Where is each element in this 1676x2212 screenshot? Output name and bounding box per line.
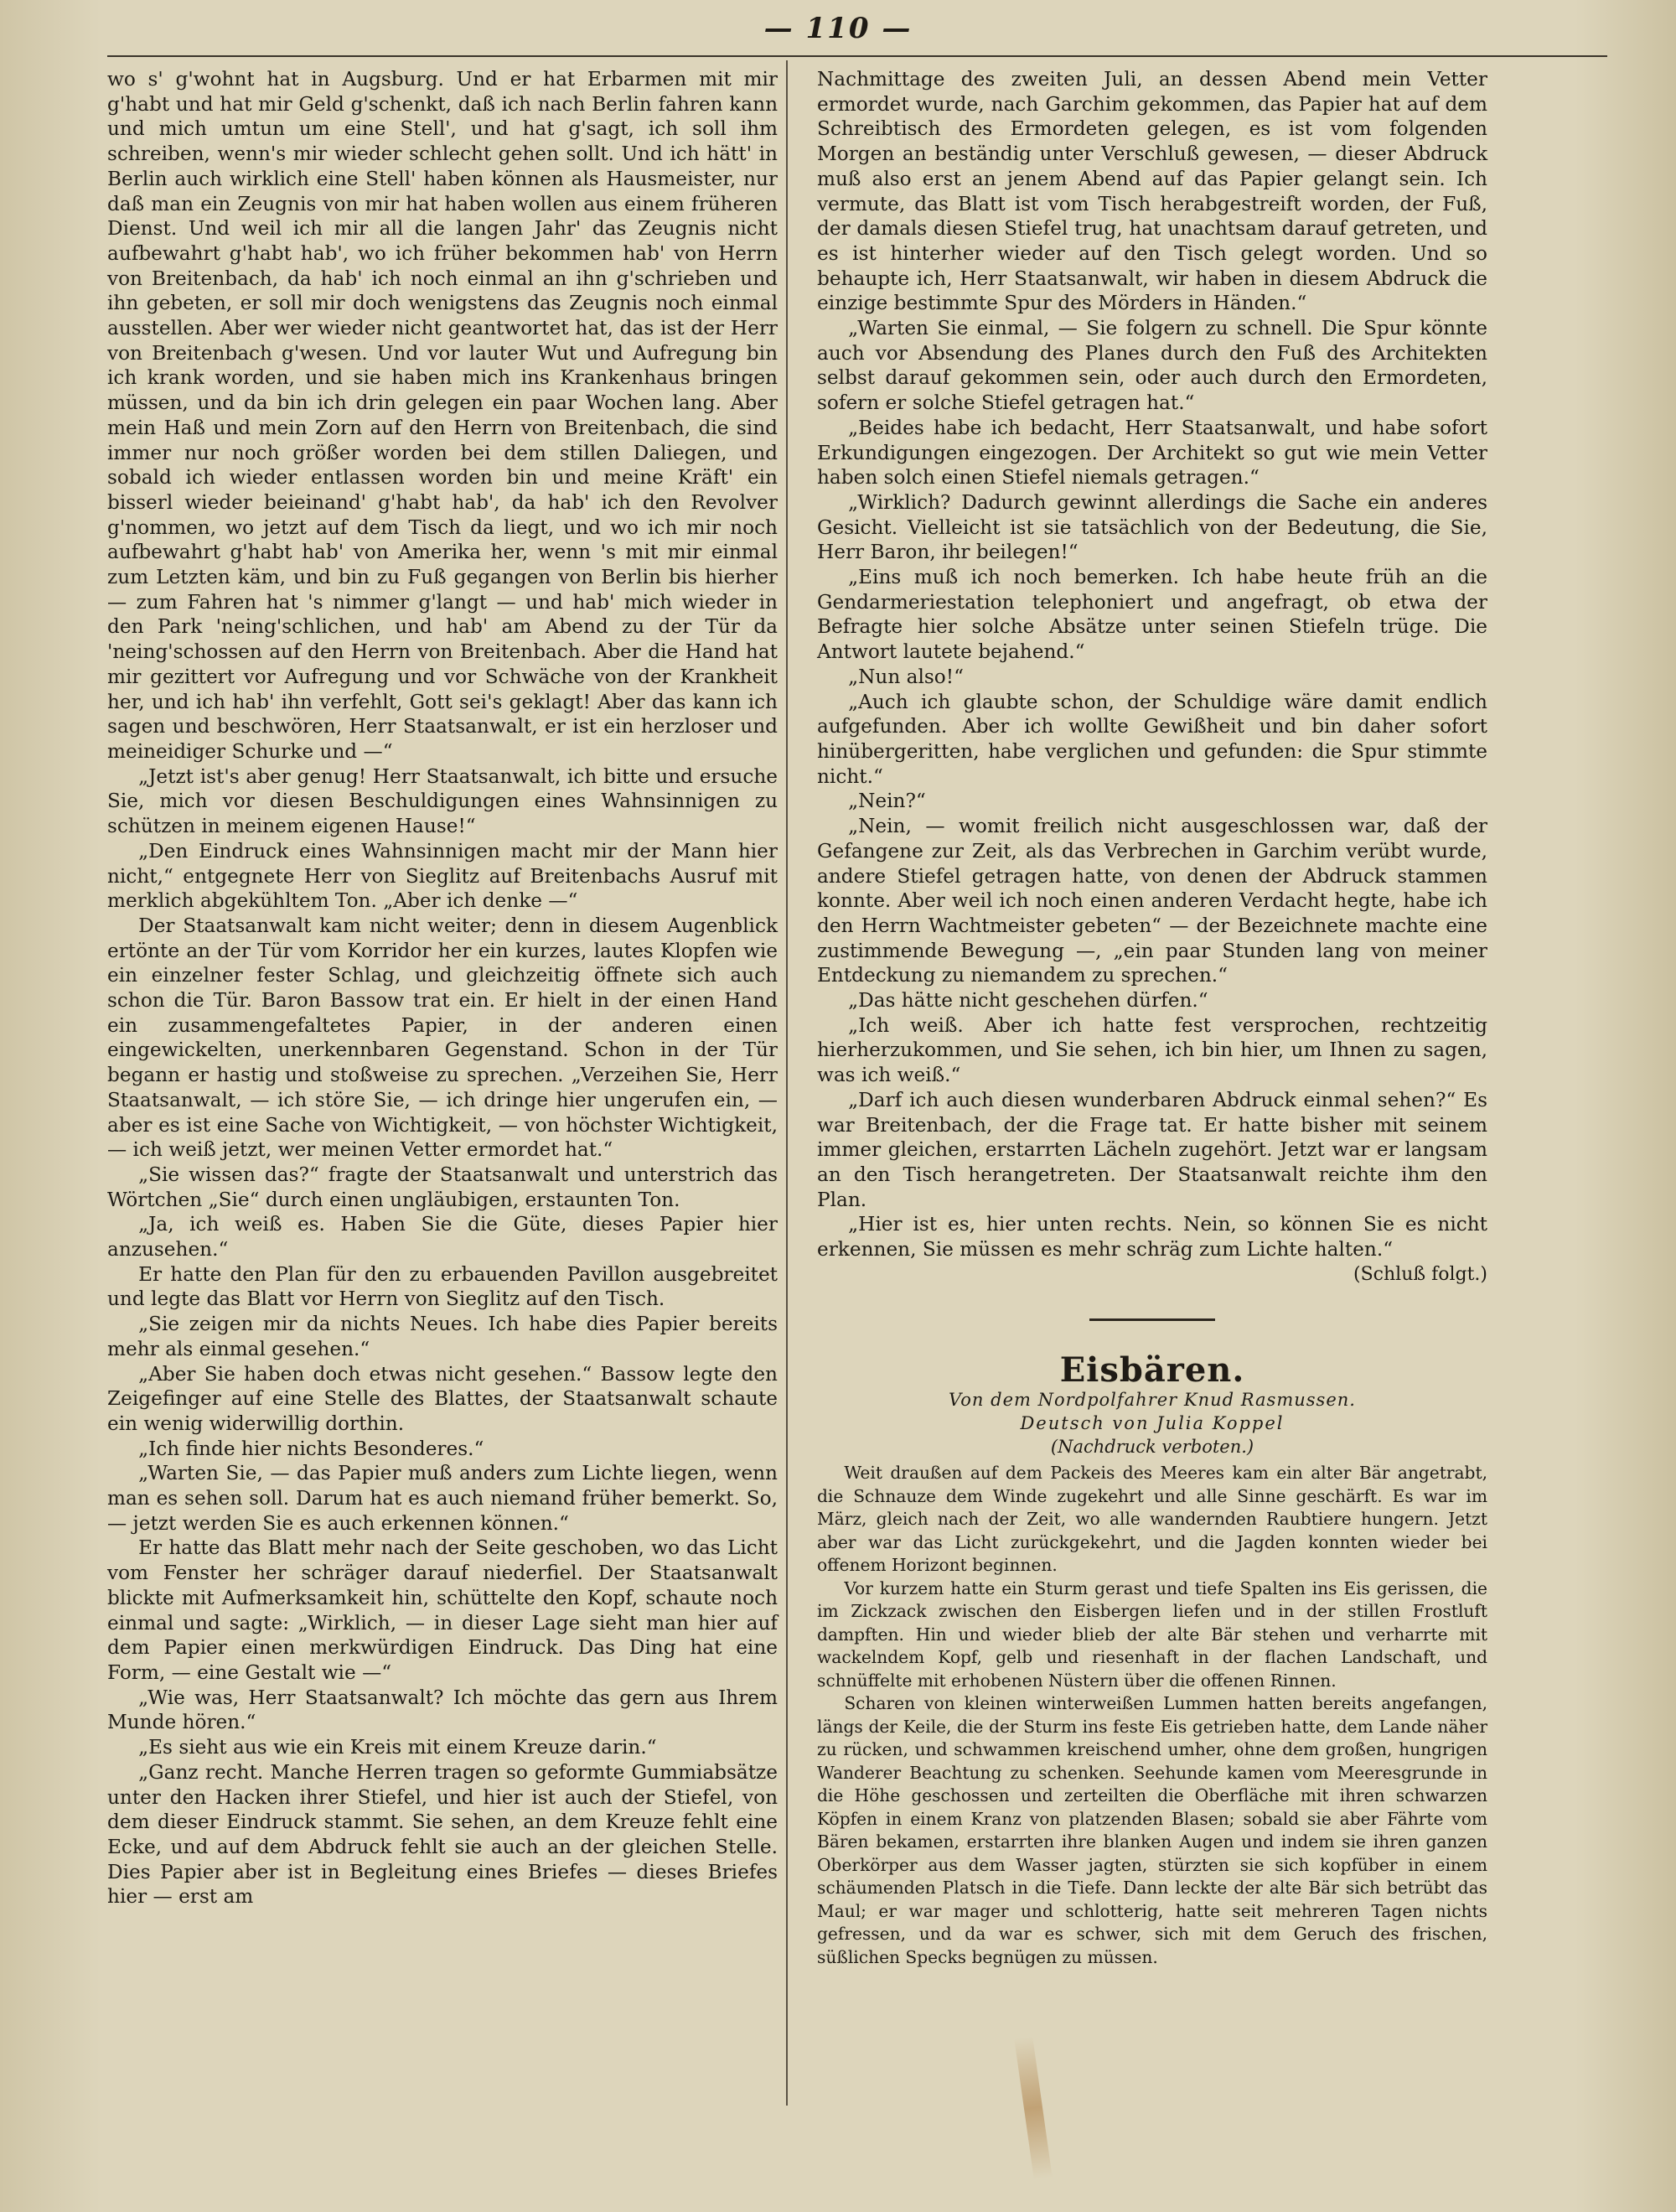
article-paragraph: Weit draußen auf dem Packeis des Meeres kam ein alter Bär angetrabt, die Schnauze dem Winde zugekehrt und alle Sinne geschärft. Es war im März, gleich nach der Zeit, wo alle wandernden Raubtiere hungern. Jetzt aber war das Licht zurückgekehrt, und die Jagden konnten wieder bei offenem Horizont beginnen. [817, 1463, 1487, 1576]
article-byline: Von dem Nordpolfahrer Knud Rasmussen. [949, 1390, 1356, 1411]
story-paragraph: „Sie wissen das?“ fragte der Staatsanwalt und unterstrich das Wörtchen „Sie“ durch einen ungläubigen, erstaunten Ton. [107, 1163, 778, 1211]
story-paragraph: „Ganz recht. Manche Herren tragen so geformte Gummiabsätze unter den Hacken ihrer Stiefel, und hier ist auch der Stiefel, von dem dieser Eindruck stammt. Sie sehen, an dem Kreuze fehlt eine Ecke, und auf dem Abdruck fehlt sie auch an der gleichen Stelle. Dies Papier aber ist in Begleitung eines Briefes — dieses Briefes hier — erst am [107, 1760, 778, 1909]
story-paragraph: Er hatte das Blatt mehr nach der Seite geschoben, wo das Licht vom Fenster her schräger darauf niederfiel. Der Staatsanwalt blickte mit Aufmerksamkeit hin, schüttelte den Kopf, schaute noch einmal und sagte: „Wirklich, — in dieser Lage sieht man hier auf dem Papier einen merkwürdigen Eindruck. Das Ding hat eine Form, — eine Gestalt wie —“ [107, 1536, 778, 1684]
story-paragraph: „Wirklich? Dadurch gewinnt allerdings die Sache ein anderes Gesicht. Vielleicht ist sie tatsächlich von der Bedeutung, die Sie, Herr Baron, ihr beilegen!“ [817, 490, 1487, 564]
story-paragraph: „Warten Sie, — das Papier muß anders zum Lichte liegen, wenn man es sehen soll. Darum hat es auch niemand früher bemerkt. So, — jetzt werden Sie es auch erkennen können.“ [107, 1462, 778, 1535]
story-paragraph: „Warten Sie einmal, — Sie folgern zu schnell. Die Spur könnte auch vor Absendung des Planes durch den Fuß des Architekten selbst darauf gekommen sein, oder auch durch den Ermordeten, sofern er solche Stiefel getragen hat.“ [817, 317, 1487, 415]
story-paragraph: „Das hätte nicht geschehen dürfen.“ [848, 989, 1208, 1013]
header-rule [107, 55, 1607, 57]
article-paragraph: Vor kurzem hatte ein Sturm gerast und tiefe Spalten ins Eis gerissen, die im Zickzack zwischen den Eisbergen liefen und in der stillen Frostluft dampften. Hin und wieder blieb der alte Bär stehen und verharrte mit wackelndem Kopf, gelb und riesenhaft in der flachen Landschaft, und schnüffelte mit erhobenen Nüstern über die offenen Rinnen. [817, 1577, 1487, 1691]
story-paragraph: „Darf ich auch diesen wunderbaren Abdruck einmal sehen?“ Es war Breitenbach, der die Frage tat. Er hatte bisher mit seinem immer gleichen, erstarrten Lächeln zugehört. Jetzt war er langsam an den Tisch herangetreten. Der Staatsanwalt reichte ihm den Plan. [817, 1088, 1487, 1211]
story-paragraph: „Sie zeigen mir da nichts Neues. Ich habe dies Papier bereits mehr als einmal gesehen.“ [107, 1313, 778, 1360]
story-paragraph: Nachmittage des zweiten Juli, an dessen Abend mein Vetter ermordet wurde, nach Garchim gekommen, das Papier hat auf dem Schreibtisch des Ermordeten gelegen, es ist vom folgenden Morgen an beständig unter Verschluß gewesen, — dieser Abdruck muß also erst an jenem Abend auf das Papier gelangt sein. Ich vermute, das Blatt ist vom Tisch herabgestreift worden, der Fuß, der damals diesen Stiefel trug, hat unachtsam darauf getreten, und es ist hinterher wieder auf den Tisch gelegt worden. Und so behaupte ich, Herr Staatsanwalt, wir haben in diesem Abdruck die einzige bestimmte Spur des Mörders in Händen.“ [817, 68, 1487, 315]
page-number: — 110 — [763, 12, 913, 45]
story-paragraph: „Jetzt ist's aber genug! Herr Staatsanwalt, ich bitte und ersuche Sie, mich vor diesen Beschuldigungen eines Wahnsinnigen zu schützen in meinem eigenen Hause!“ [107, 764, 778, 838]
continuation-note: (Schluß folgt.) [1353, 1263, 1487, 1285]
story-paragraph: „Es sieht aus wie ein Kreis mit einem Kreuze darin.“ [138, 1736, 657, 1759]
paper-stain [1014, 2036, 1052, 2179]
story-paragraph: „Nun also!“ [848, 665, 964, 688]
article-body [817, 1462, 1487, 1969]
section-divider [1089, 1318, 1215, 1321]
story-paragraph: „Ja, ich weiß es. Haben Sie die Güte, dieses Papier hier anzusehen.“ [107, 1213, 778, 1261]
story-paragraph: „Beides habe ich bedacht, Herr Staatsanwalt, und habe sofort Erkundigungen eingezogen. Der Architekt so gut wie mein Vetter haben solch einen Stiefel niemals getragen.“ [817, 416, 1487, 490]
left-column [107, 67, 778, 1909]
story-paragraph: „Den Eindruck eines Wahnsinnigen macht mir der Mann hier nicht,“ entgegnete Herr von Sieglitz auf Breitenbachs Ausruf mit merklich abgekühltem Ton. „Aber ich denke —“ [107, 839, 778, 913]
article-paragraph: Scharen von kleinen winterweißen Lummen hatten bereits angefangen, längs der Keile, die der Sturm ins feste Eis getrieben hatte, dem Lande näher zu rücken, und schwammen kreischend umher, ohne dem großen, hungrigen Wanderer Beachtung zu schenken. Seehunde kamen vom Meeresgrunde in die Höhe geschossen und zerteilten die Oberfläche mit ihren schwarzen Köpfen in einem Kranz von platzenden Blasen; sobald sie aber Fährte vom Bären bekamen, erstarrten ihre blanken Augen und indem sie ihren ganzen Oberkörper aus dem Wasser jagten, stürzten sie sich kopfüber in einem schäumenden Platsch in die Tiefe. Dann leckte der alte Bär sich betrübt das Maul; er war mager und schlotterig, hatte seit mehreren Tagen nichts gefressen, und da war es schwer, sich mit dem Geruch des frischen, süßlichen Specks begnügen zu müssen. [817, 1693, 1487, 1967]
story-paragraph: Der Staatsanwalt kam nicht weiter; denn in diesem Augenblick ertönte an der Tür vom Korridor her ein kurzes, lautes Klopfen wie ein einzelner fester Schlag, und gleichzeitig öffnete sich auch schon die Tür. Baron Bassow trat ein. Er hielt in der einen Hand ein zusammengefaltetes Papier, in der anderen einen eingewickelten, unerkennbaren Gegenstand. Schon in der Tür begann er hastig und stoßweise zu sprechen. „Verzeihen Sie, Herr Staatsanwalt, — ich störe Sie, — ich dringe hier ungerufen ein, — aber es ist eine Sache von Wichtigkeit, — von höchster Wichtigkeit, — ich weiß jetzt, wer meinen Vetter ermordet hat.“ [107, 914, 778, 1162]
column-divider [786, 60, 788, 2106]
story-paragraph: Er hatte den Plan für den zu erbauenden Pavillon ausgebreitet und legte das Blatt vor Herrn von Sieglitz auf den Tisch. [107, 1262, 778, 1311]
story-paragraph: „Aber Sie haben doch etwas nicht gesehen.“ Bassow legte den Zeigefinger auf eine Stelle des Blattes, der Staatsanwalt schaute ein wenig widerwillig dorthin. [107, 1362, 778, 1435]
article-translator: Deutsch von Julia Koppel [1020, 1413, 1285, 1434]
story-paragraph: „Nein, — womit freilich nicht ausgeschlossen war, daß der Gefangene zur Zeit, als das Verbrechen in Garchim verübt wurde, andere Stiefel getragen hatte, von denen der Abdruck stammen konnte. Aber weil ich noch einen anderen Verdacht hegte, habe ich den Herrn Wachtmeister gebeten“ — der Bezeichnete machte eine zustimmende Bewegung —, „ein paar Stunden lang von meiner Entdeckung zu niemandem zu sprechen.“ [817, 815, 1487, 987]
story-paragraph: „Hier ist es, hier unten rechts. Nein, so können Sie es nicht erkennen, Sie müssen es mehr schräg zum Lichte halten.“ [817, 1213, 1487, 1261]
right-column [817, 67, 1487, 1969]
story-paragraph: wo s' g'wohnt hat in Augsburg. Und er hat Erbarmen mit mir g'habt und hat mir Geld g'schenkt, daß ich nach Berlin fahren kann und mich umtun um eine Stell', und hat g'sagt, ich soll ihm schreiben, wenn's mir wieder schlecht gehen sollt. Und ich hätt' in Berlin auch wirklich eine Stell' haben können als Hausmeister, nur daß man ein Zeugnis von mir hat haben wollen aus einem früheren Dienst. Und weil ich mir all die langen Jahr' das Zeugnis nicht aufbewahrt g'habt hab', wo ich früher bekommen hab' von Herrn von Breitenbach, da hab' ich noch einmal an ihn g'schrieben und ihn gebeten, er soll mir doch wenigstens das Zeugnis noch einmal ausstellen. Aber wer wieder nicht geantwortet hat, das ist der Herr von Breitenbach g'wesen. Und vor lauter Wut und Aufregung bin ich krank worden, und sie haben mich ins Krankenhaus bringen müssen, und da bin ich drin gelegen ein paar Wochen lang. Aber mein Haß und mein Zorn auf den Herrn von Breitenbach, die sind immer nur noch größer worden bei dem stillen Daliegen, und sobald ich wieder entlassen worden bin und meine Kräft' ein bisserl wieder beieinand' g'habt hab', da hab' ich den Revolver g'nommen, wo jetzt auf dem Tisch da liegt, und wo ich mir noch aufbewahrt g'habt hab' von Amerika her, wenn 's mit mir einmal zum Letzten käm, und bin zu Fuß gegangen von Berlin bis hierher — zum Fahren hat 's nimmer g'langt — und hab' mich wieder in den Park 'neing'schlichen, und hab' am Abend zu der Tür da 'neing'schossen auf den Herrn von Breitenbach. Aber die Hand hat mir gezittert vor Aufregung und vor Schwäche von der Krankheit her, und ich hab' ihn verfehlt, Gott sei's geklagt! Aber das kann ich sagen und beschwören, Herr Staatsanwalt, er ist ein herzloser und meineidiger Schurke und —“ [107, 68, 778, 763]
reprint-note: (Nachdruck verboten.) [1050, 1437, 1254, 1458]
story-paragraph: „Wie was, Herr Staatsanwalt? Ich möchte das gern aus Ihrem Munde hören.“ [107, 1686, 778, 1734]
article-title: Eisbären. [1059, 1350, 1245, 1391]
story-paragraph: „Ich finde hier nichts Besonderes.“ [138, 1437, 484, 1460]
story-paragraph: „Auch ich glaubte schon, der Schuldige wäre damit endlich aufgefunden. Aber ich wollte Gewißheit und bin daher sofort hinübergeritten, habe verglichen und gefunden: die Spur stimmte nicht.“ [817, 690, 1487, 788]
story-paragraph: „Eins muß ich noch bemerken. Ich habe heute früh an die Gendarmeriestation telephoniert und angefragt, ob etwa der Befragte hier solche Absätze unter seinen Stiefeln trüge. Die Antwort lautete bejahend.“ [817, 566, 1487, 664]
story-paragraph: „Nein?“ [848, 790, 926, 813]
story-paragraph: „Ich weiß. Aber ich hatte fest versprochen, rechtzeitig hierherzukommen, und Sie sehen, ich bin hier, um Ihnen zu sagen, was ich weiß.“ [817, 1013, 1487, 1087]
